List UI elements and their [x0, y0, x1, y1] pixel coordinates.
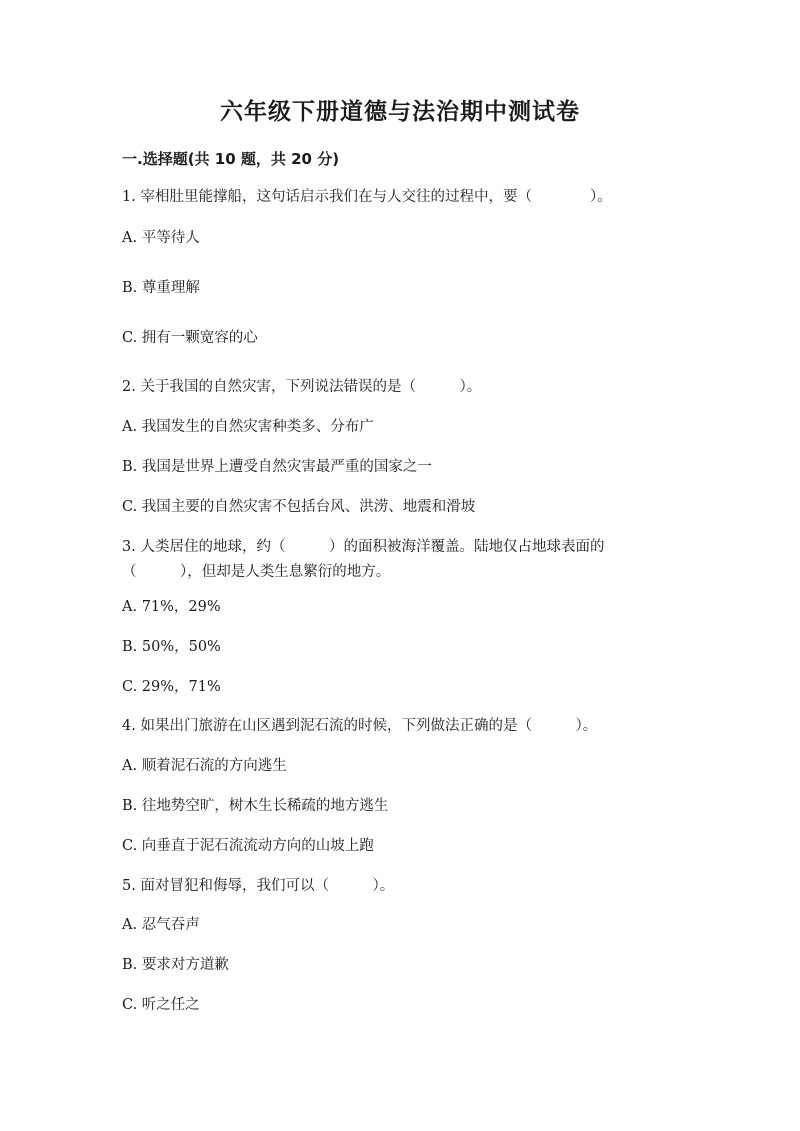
question-2-option-a: A. 我国发生的自然灾害种类多、分布广 [122, 419, 374, 435]
question-3-option-a: A. 71%，29% [122, 599, 221, 615]
question-1-option-c: C. 拥有一颗宽容的心 [122, 330, 258, 346]
question-4-option-a: A. 顺着泥石流的方向逃生 [122, 758, 287, 774]
question-5-option-a: A. 忍气吞声 [122, 917, 200, 933]
section-heading: 一.选择题(共 10 题，共 20 分) [122, 150, 340, 168]
question-5-option-b: B. 要求对方道歉 [122, 957, 229, 973]
question-2-option-b: B. 我国是世界上遭受自然灾害最严重的国家之一 [122, 459, 432, 475]
question-2-option-c: C. 我国主要的自然灾害不包括台风、洪涝、地震和滑坡 [122, 499, 476, 515]
question-3-option-c: C. 29%，71% [122, 679, 221, 695]
question-5-option-c: C. 听之任之 [122, 997, 200, 1013]
question-3-option-b: B. 50%，50% [122, 639, 221, 655]
question-4-option-b: B. 往地势空旷，树木生长稀疏的地方逃生 [122, 798, 389, 814]
page-title: 六年级下册道德与法治期中测试卷 [220, 99, 580, 125]
question-1-option-b: B. 尊重理解 [122, 280, 200, 296]
question-4-option-c: C. 向垂直于泥石流流动方向的山坡上跑 [122, 838, 374, 854]
question-5-stem: 5. 面对冒犯和侮辱，我们可以（ ）。 [122, 878, 395, 894]
question-3-stem: 3. 人类居住的地球，约（ ）的面积被海洋覆盖。陆地仅占地球表面的（ ），但却是人类生息繁衍的地方。 [122, 539, 605, 580]
question-1-stem: 1. 宰相肚里能撑船，这句话启示我们在与人交往的过程中，要（ ）。 [122, 189, 612, 205]
question-1-option-a: A. 平等待人 [122, 230, 200, 246]
question-4-stem: 4. 如果出门旅游在山区遇到泥石流的时候，下列做法正确的是（ ）。 [122, 718, 598, 734]
question-2-stem: 2. 关于我国的自然灾害，下列说法错误的是（ ）。 [122, 379, 482, 395]
